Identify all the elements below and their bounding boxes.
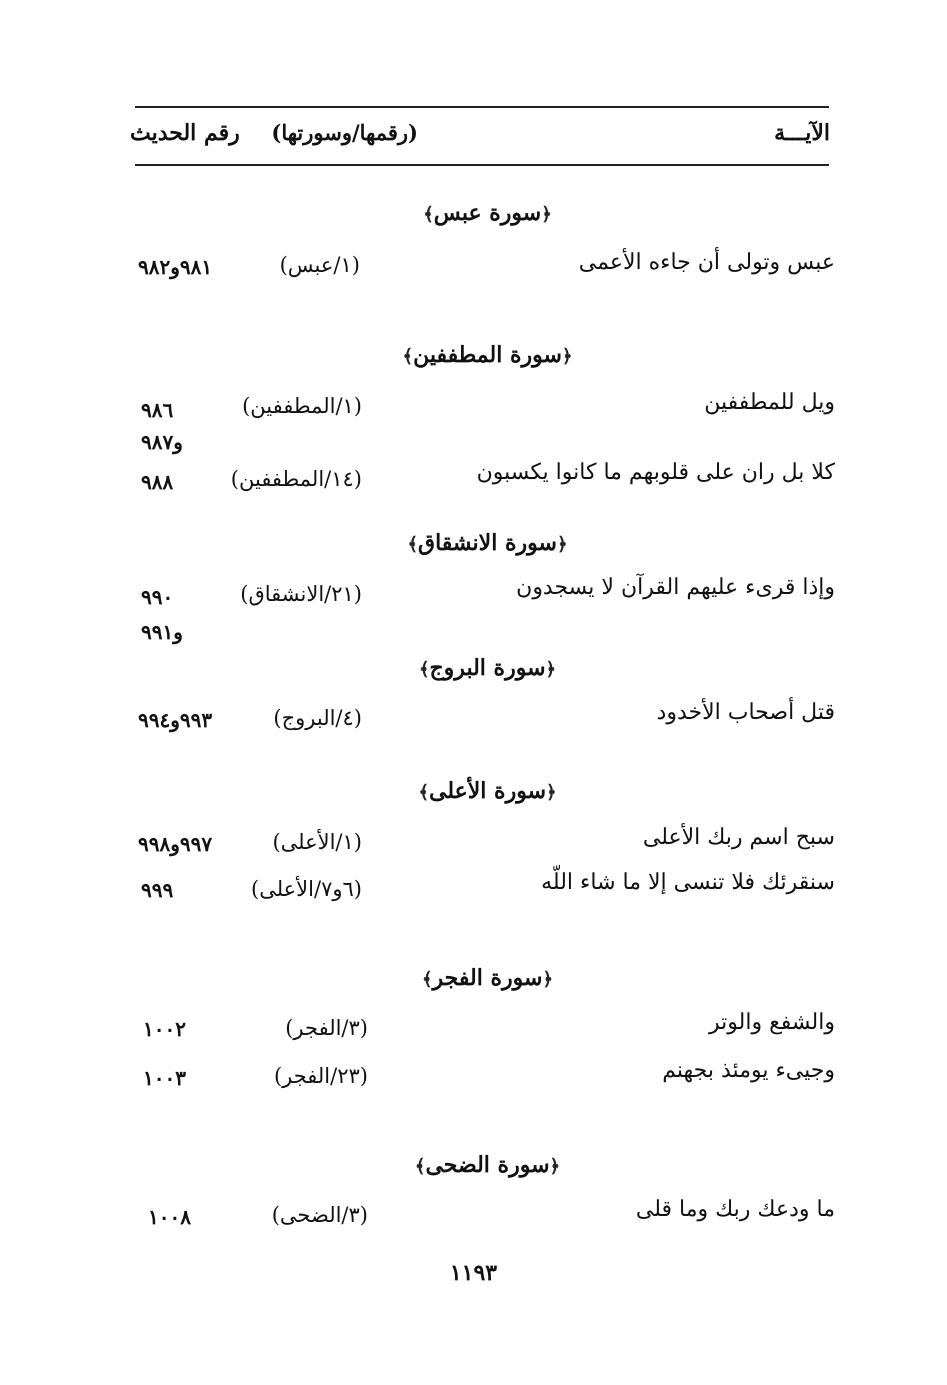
verse-text: ما ودعك ربك وما قلى — [635, 1197, 835, 1222]
verse-reference: (١/عبس) — [279, 253, 360, 277]
verse-reference: (٣/الضحى) — [271, 1203, 368, 1227]
verse-reference: (١/المطففين) — [242, 394, 362, 418]
hadith-number: ٩٨٦ — [141, 398, 174, 422]
verse-text: والشفع والوتر — [709, 1010, 835, 1035]
surah-heading — [0, 530, 947, 556]
ornament-open: ﴿ — [556, 534, 568, 555]
verse-reference: (٤/البروج) — [273, 706, 362, 730]
ornament-open: ﴿ — [541, 204, 552, 225]
hadith-number: ١٠٠٨ — [148, 1205, 191, 1229]
ornament-open: ﴿ — [546, 782, 557, 803]
page-number: ١١٩٣ — [449, 1260, 498, 1286]
ornament-close: ﴾ — [414, 1156, 426, 1177]
hadith-number: ٩٨٨ — [141, 470, 174, 494]
column-header-ayah: الآيـــة — [774, 120, 830, 146]
ornament-close: ﴾ — [402, 346, 414, 367]
ornament-open: ﴿ — [561, 346, 573, 367]
verse-reference: (٦و٧/الأعلى) — [251, 877, 362, 901]
surah-heading — [0, 655, 947, 681]
hadith-number: ٩٩٠ — [141, 585, 174, 609]
ornament-close: ﴾ — [418, 659, 430, 680]
hadith-number-continued: و٩٨٧ — [141, 430, 183, 454]
surah-heading — [0, 1152, 947, 1178]
hadith-number: ١٠٠٣ — [143, 1066, 186, 1090]
verse-text: عبس وتولى أن جاءه الأعمى — [578, 250, 835, 275]
ornament-open: ﴿ — [542, 969, 553, 990]
hadith-number: ٩٩٣و٩٩٤ — [138, 708, 213, 732]
verse-text: سنقرئك فلا تنسى إلا ما شاء اللّه — [541, 870, 835, 895]
ornament-close: ﴾ — [407, 534, 419, 555]
header-bottom-rule — [135, 164, 829, 166]
hadith-number-continued: و٩٩١ — [141, 620, 183, 644]
verse-reference: (٢١/الانشقاق) — [240, 582, 362, 606]
verse-text: ويل للمطففين — [704, 390, 835, 415]
ornament-open: ﴿ — [549, 1156, 561, 1177]
verse-text: وإذا قرىء عليهم القرآن لا يسجدون — [516, 575, 835, 600]
header-top-rule — [135, 106, 829, 108]
surah-title: سورة الضحى — [425, 1152, 550, 1178]
surah-title: سورة البروج — [429, 655, 546, 681]
verse-text: قتل أصحاب الأخدود — [656, 700, 835, 725]
surah-heading — [0, 965, 947, 991]
column-header-reference: (رقمها/وسورتها) — [271, 120, 418, 145]
verse-text: وجيىء يومئذ بجهنم — [662, 1058, 835, 1083]
verse-text: كلا بل ران على قلوبهم ما كانوا يكسبون — [476, 460, 835, 485]
hadith-number: ٩٩٧و٩٩٨ — [138, 832, 213, 856]
surah-heading — [0, 778, 947, 804]
ornament-close: ﴾ — [423, 204, 434, 225]
column-header-hadith-number: رقم الحديث — [130, 120, 240, 146]
surah-title: سورة المطففين — [413, 342, 562, 368]
ornament-open: ﴿ — [545, 659, 557, 680]
verse-reference: (١٤/المطففين) — [230, 467, 362, 491]
verse-text: سبح اسم ربك الأعلى — [642, 825, 835, 850]
hadith-number: ٩٩٩ — [141, 878, 174, 902]
ornament-close: ﴾ — [418, 782, 429, 803]
surah-title: سورة عبس — [433, 200, 542, 226]
hadith-number: ٩٨١و٩٨٢ — [138, 255, 213, 279]
surah-title: سورة الانشقاق — [418, 530, 557, 556]
surah-heading — [0, 200, 947, 226]
verse-reference: (٣/الفجر) — [285, 1016, 368, 1040]
verse-reference: (١/الأعلى) — [272, 830, 362, 854]
surah-title: سورة الفجر — [432, 965, 543, 991]
surah-title: سورة الأعلى — [428, 778, 546, 804]
ornament-close: ﴾ — [422, 969, 433, 990]
surah-heading — [0, 342, 947, 368]
verse-reference: (٢٣/الفجر) — [273, 1064, 368, 1088]
hadith-number: ١٠٠٢ — [143, 1017, 186, 1041]
